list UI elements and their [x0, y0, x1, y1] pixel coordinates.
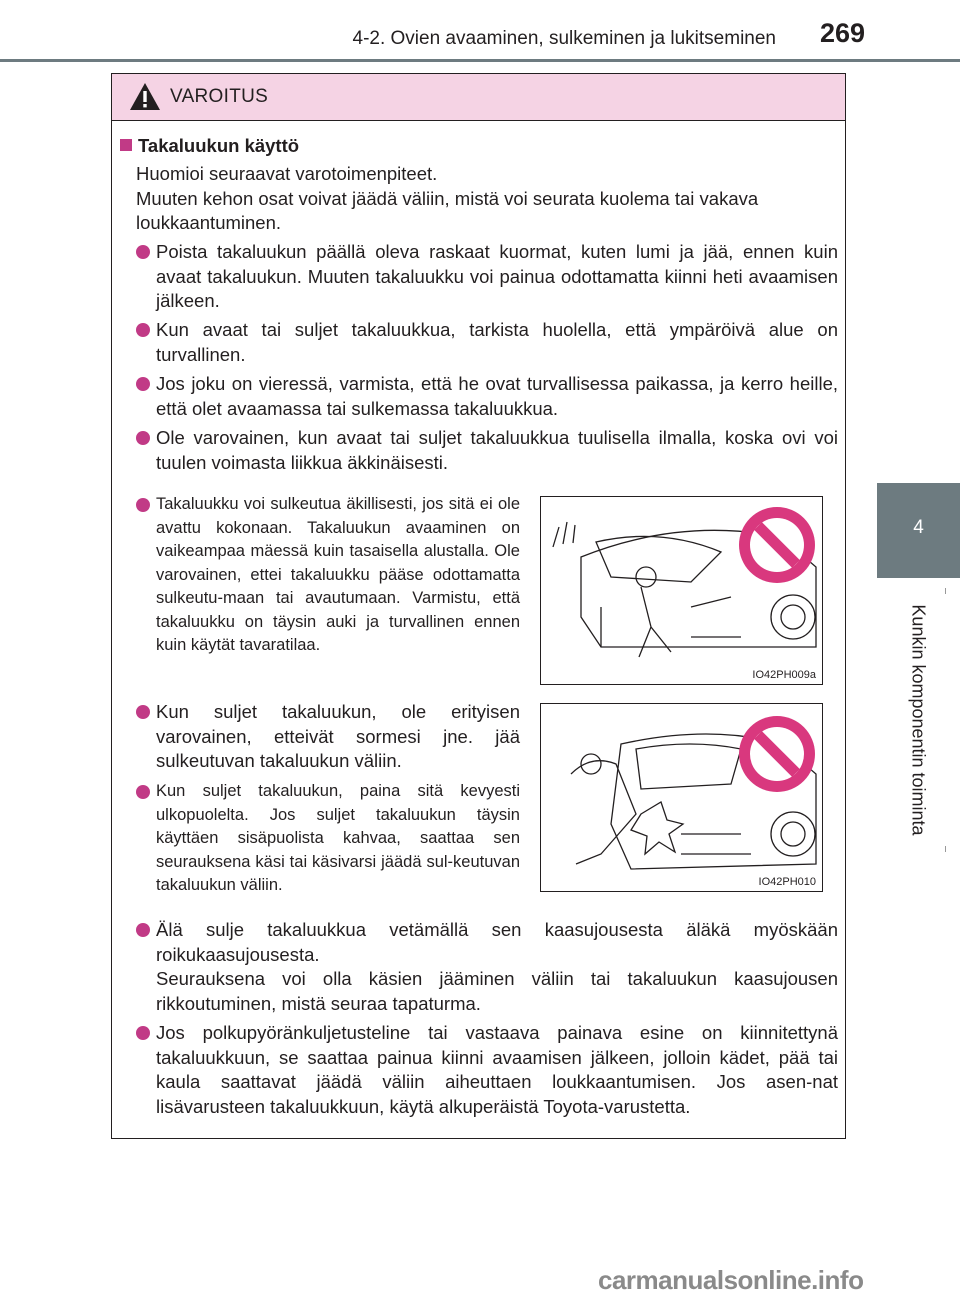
- section-heading-text: Takaluukun käyttö: [138, 135, 300, 156]
- page-number: 269: [820, 18, 866, 48]
- bullet-dot-icon: [136, 377, 150, 391]
- bullet-dot-icon: [136, 923, 150, 937]
- edge-tick: [945, 846, 946, 852]
- edge-tick: [945, 588, 946, 594]
- list-item: [136, 318, 838, 367]
- list-item: [136, 493, 520, 658]
- list-item-text: Poista takaluukun päällä oleva raskaat kuormat, kuten lumi ja jää, ennen kuin avaat takaluukun. Muuten takaluukku voi painua odottamatta kiinni heti avaamisen jälkeen.: [156, 241, 838, 311]
- warning-header: [112, 74, 845, 121]
- bullet-dot-icon: [136, 705, 150, 719]
- illustration-code: IO42PH009a: [752, 669, 816, 681]
- warning-triangle-icon: [129, 82, 161, 111]
- intro-paragraph: Huomioi seuraavat varotoimenpiteet. Muuten kehon osat voivat jäädä väliin, mistä voi seurata kuolema tai vakava loukkaantuminen.: [136, 163, 759, 233]
- list-item: [136, 918, 838, 1016]
- bullet-dot-icon: [136, 1026, 150, 1040]
- car-closing-drawing: [541, 704, 822, 891]
- header-rule: [0, 59, 960, 62]
- list-item-text: Kun suljet takaluukun, ole erityisen varovainen, etteivät sormesi jne. jää sulkeutuvan takaluukun väliin.: [156, 701, 520, 771]
- running-header: 4-2. Ovien avaaminen, sulkeminen ja lukitseminen: [352, 28, 776, 49]
- list-item-text: Jos joku on vieressä, varmista, että he ovat turvallisessa paikassa, ja kerro heille, että olet avaamassa tai sulkemassa takaluukkua.: [156, 373, 838, 419]
- list-item: [136, 426, 838, 475]
- list-item-text: Älä sulje takaluukkua vetämällä sen kaasujousesta äläkä myöskään roikukaasujousesta. Seurauksena voi olla käsien jääminen väliin tai takaluukun kaasujousen rikkoutuminen, mistä seuraa tapaturma.: [156, 919, 838, 1014]
- chapter-tab: [877, 483, 960, 578]
- section-heading: [120, 135, 299, 157]
- list-item: [136, 240, 838, 314]
- list-item: [136, 1021, 838, 1119]
- bullet-dot-icon: [136, 245, 150, 259]
- chapter-title: Kunkin komponentin toiminta: [908, 604, 929, 836]
- warning-label: VAROITUS: [170, 86, 269, 107]
- list-item-text: Kun suljet takaluukun, paina sitä kevyesti ulkopuolelta. Jos suljet takaluukun täysin käyttäen sisäpuolista kahvaa, saattaa sen seurauksena käsi tai käsivarsi jäädä sul-keutuvan takaluukun väliin.: [156, 782, 520, 894]
- watermark-logo[interactable]: carmanualsonline.info: [598, 1265, 864, 1295]
- list-item: [136, 780, 520, 898]
- illustration-tailgate-slope: [540, 496, 823, 685]
- chapter-number: 4: [913, 517, 924, 538]
- list-item: [136, 700, 520, 774]
- intro-text: [136, 162, 836, 236]
- bullet-dot-icon: [136, 431, 150, 445]
- illustration-code: IO42PH010: [758, 876, 816, 888]
- list-item-text: Takaluukku voi sulkeutua äkillisesti, jos sitä ei ole avattu kokonaan. Takaluukun avaaminen on vaikeampaa mäessä kuin tasaisella alustalla. Ole varovainen, ettei takaluukku pääse odottamatta sulkeutu-maan tai avautumaan. Varmistu, että takaluukku on täysin auki ja turvallinen ennen kuin käytät tavaratilaa.: [156, 495, 520, 654]
- bullet-dot-icon: [136, 785, 150, 799]
- list-item-text: Kun avaat tai suljet takaluukkua, tarkista huolella, että ympäröivä alue on turvallinen.: [156, 319, 838, 365]
- car-tailgate-drawing: [541, 497, 822, 684]
- list-item: [136, 372, 838, 421]
- illustration-tailgate-closing: [540, 703, 823, 892]
- list-item-text: Jos polkupyöränkuljetusteline tai vastaava painava esine on kiinnitettynä takaluukkuun, se saattaa painua kiinni avaamisen jälkeen, jolloin kädet, pää tai kaula saattavat jäädä väliin aiheuttaen loukkaantumisen. Jos asen-nat lisävarusteen takaluukkuun, käytä alkuperäistä Toyota-varustetta.: [156, 1022, 838, 1117]
- bullet-dot-icon: [136, 498, 150, 512]
- square-bullet-icon: [120, 139, 132, 151]
- bullet-dot-icon: [136, 323, 150, 337]
- list-item-text: Ole varovainen, kun avaat tai suljet takaluukkua tuulisella ilmalla, koska ovi voi tuulen voimasta liikkua äkkinäisesti.: [156, 427, 838, 473]
